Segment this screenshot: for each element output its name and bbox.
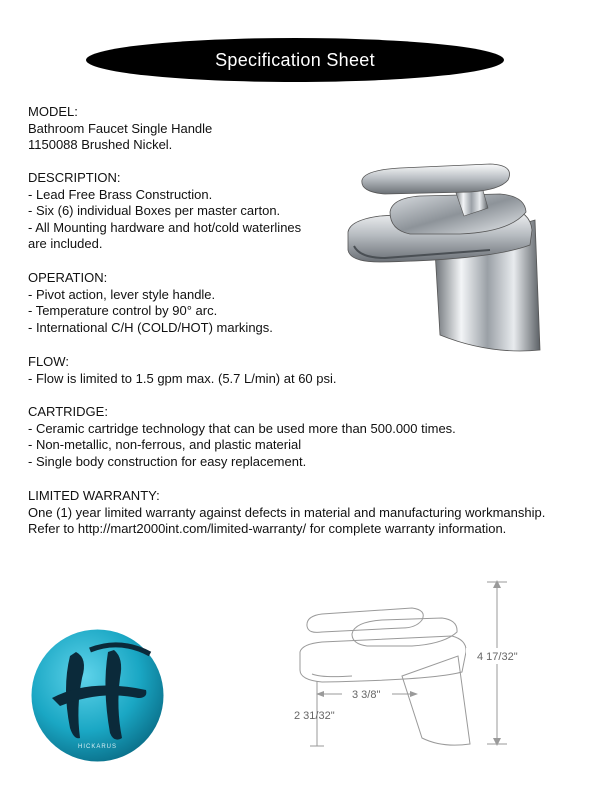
title-banner bbox=[86, 38, 504, 82]
description-section bbox=[28, 170, 301, 253]
cartridge-line: - Non-metallic, non-ferrous, and plastic material bbox=[28, 437, 302, 452]
operation-line: - Pivot action, lever style handle. bbox=[28, 286, 216, 302]
operation-line: - International C/H (COLD/HOT) markings. bbox=[28, 319, 273, 335]
cartridge-section bbox=[28, 404, 456, 470]
operation-heading: OPERATION: bbox=[28, 270, 108, 285]
operation-section bbox=[28, 270, 273, 336]
description-line: - Six (6) individual Boxes per master carton. bbox=[28, 203, 281, 218]
cartridge-line: - Single body construction for easy replacement. bbox=[28, 453, 307, 469]
description-line: are included. bbox=[28, 236, 103, 251]
page-title: Specification Sheet bbox=[215, 49, 375, 70]
flow-heading: FLOW: bbox=[28, 354, 69, 369]
model-line: 1150088 Brushed Nickel. bbox=[28, 137, 173, 152]
description-line: - Lead Free Brass Construction. bbox=[28, 186, 213, 202]
cartridge-line: - Ceramic cartridge technology that can be used more than 500.000 times. bbox=[28, 420, 456, 436]
spout-height-label: 2 31/32" bbox=[294, 710, 335, 722]
warranty-line: One (1) year limited warranty against defects in material and manufacturing workmanship. bbox=[28, 504, 546, 520]
brand-logo bbox=[30, 628, 165, 763]
reach-dimension-label: 3 3/8" bbox=[352, 689, 381, 701]
cartridge-heading: CARTRIDGE: bbox=[28, 404, 108, 419]
operation-line: - Temperature control by 90° arc. bbox=[28, 303, 218, 318]
faucet-photo bbox=[340, 150, 560, 360]
warranty-section bbox=[28, 488, 545, 538]
warranty-heading: LIMITED WARRANTY: bbox=[28, 488, 160, 503]
height-dimension-label: 4 17/32" bbox=[477, 651, 518, 663]
description-heading: DESCRIPTION: bbox=[28, 170, 121, 185]
description-line: - All Mounting hardware and hot/cold waterlines bbox=[28, 219, 302, 235]
model-heading: MODEL: bbox=[28, 104, 78, 119]
dimension-drawing bbox=[282, 576, 582, 756]
model-section bbox=[28, 104, 212, 154]
flow-section bbox=[28, 354, 337, 387]
warranty-line: Refer to http://mart2000int.com/limited-warranty/ for complete warranty information. bbox=[28, 521, 507, 536]
model-line: Bathroom Faucet Single Handle bbox=[28, 120, 213, 136]
flow-line: - Flow is limited to 1.5 gpm max. (5.7 L/min) at 60 psi. bbox=[28, 370, 337, 386]
logo-brand-text: HICKARUS bbox=[77, 744, 118, 750]
